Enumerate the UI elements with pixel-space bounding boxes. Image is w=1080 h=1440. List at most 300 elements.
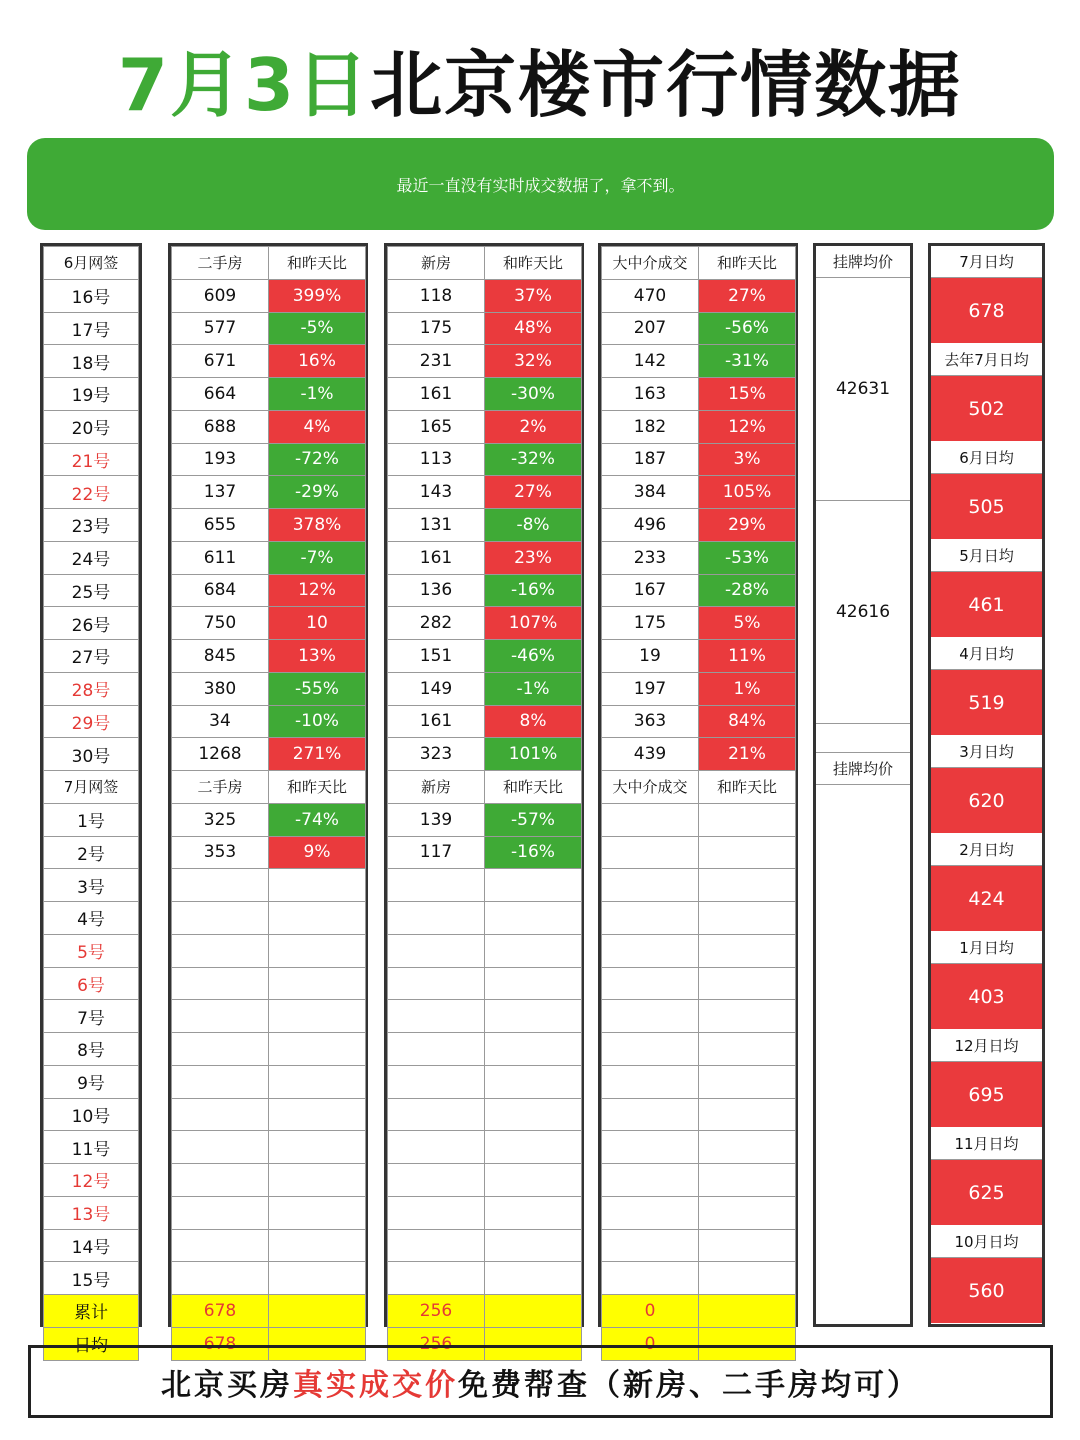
change-cell: -16% <box>485 836 582 869</box>
monthly-value: 620 <box>931 768 1042 834</box>
change-cell: 107% <box>485 607 582 640</box>
date-row <box>44 1196 139 1229</box>
date-cell: 23号 <box>44 509 139 542</box>
compare-header: 和昨天比 <box>699 771 796 804</box>
change-cell: 15% <box>699 378 796 411</box>
monthly-value: 424 <box>931 866 1042 932</box>
page-title <box>0 40 1080 130</box>
table-row <box>388 607 582 640</box>
value-cell: 323 <box>388 738 485 771</box>
empty-cell <box>485 1164 582 1197</box>
table-row <box>602 574 796 607</box>
summary-empty <box>485 1295 582 1328</box>
column-header: 二手房 <box>172 771 269 804</box>
date-row <box>44 803 139 836</box>
second-hand-panel <box>168 243 368 1354</box>
table-row <box>388 836 582 869</box>
summary-row <box>172 1295 366 1328</box>
empty-cell <box>388 1131 485 1164</box>
date-row <box>44 279 139 312</box>
empty-cell <box>172 1164 269 1197</box>
empty-cell <box>699 1065 796 1098</box>
monthly-label: 7月日均 <box>931 246 1042 278</box>
empty-cell <box>699 1033 796 1066</box>
table-row <box>172 1033 366 1066</box>
value-cell: 151 <box>388 640 485 673</box>
empty-cell <box>172 1065 269 1098</box>
monthly-label: 11月日均 <box>931 1128 1042 1160</box>
new-house-table <box>387 246 582 1361</box>
change-cell: 10 <box>269 607 366 640</box>
date-row <box>44 443 139 476</box>
value-cell: 139 <box>388 803 485 836</box>
empty-cell <box>485 902 582 935</box>
empty-cell <box>172 1000 269 1033</box>
header-row <box>172 247 366 280</box>
date-row <box>44 607 139 640</box>
change-cell: -56% <box>699 312 796 345</box>
empty-cell <box>388 1262 485 1295</box>
change-cell: 29% <box>699 509 796 542</box>
empty-cell <box>269 1229 366 1262</box>
change-cell: 2% <box>485 410 582 443</box>
date-cell: 3号 <box>44 869 139 902</box>
empty-cell <box>388 1098 485 1131</box>
change-cell: 8% <box>485 705 582 738</box>
value-cell: 282 <box>388 607 485 640</box>
change-cell: 23% <box>485 541 582 574</box>
table-row <box>602 803 796 836</box>
value-cell: 325 <box>172 803 269 836</box>
value-cell: 143 <box>388 476 485 509</box>
empty-cell <box>602 1033 699 1066</box>
table-row <box>602 541 796 574</box>
value-cell: 142 <box>602 345 699 378</box>
empty-cell <box>172 1196 269 1229</box>
table-row <box>602 1164 796 1197</box>
table-row <box>172 836 366 869</box>
value-cell: 137 <box>172 476 269 509</box>
date-cell: 2号 <box>44 836 139 869</box>
table-row <box>388 672 582 705</box>
empty-cell <box>388 967 485 1000</box>
date-row <box>44 771 139 804</box>
value-cell: 175 <box>388 312 485 345</box>
empty-cell <box>602 967 699 1000</box>
date-cell: 12号 <box>44 1164 139 1197</box>
second-hand-table <box>171 246 366 1361</box>
value-cell: 131 <box>388 509 485 542</box>
empty-cell <box>485 1065 582 1098</box>
change-cell: -46% <box>485 640 582 673</box>
change-cell: 1% <box>699 672 796 705</box>
table-row <box>172 1065 366 1098</box>
monthly-value: 461 <box>931 572 1042 638</box>
date-cell: 25号 <box>44 574 139 607</box>
date-cell: 6号 <box>44 967 139 1000</box>
table-row <box>602 640 796 673</box>
empty-cell <box>172 967 269 1000</box>
table-row <box>172 541 366 574</box>
table-row <box>602 934 796 967</box>
value-cell: 611 <box>172 541 269 574</box>
table-row <box>172 902 366 935</box>
value-cell: 165 <box>388 410 485 443</box>
table-row <box>388 1229 582 1262</box>
empty-cell <box>269 1131 366 1164</box>
date-cell: 17号 <box>44 312 139 345</box>
footer-highlight: 真实成交价 <box>293 1367 458 1403</box>
monthly-label: 4月日均 <box>931 638 1042 670</box>
date-cell: 14号 <box>44 1229 139 1262</box>
change-cell: -10% <box>269 705 366 738</box>
date-cell: 30号 <box>44 738 139 771</box>
empty-cell <box>485 1000 582 1033</box>
empty-cell <box>485 1229 582 1262</box>
empty-cell <box>269 1164 366 1197</box>
empty-cell <box>699 836 796 869</box>
table-row <box>602 705 796 738</box>
date-row <box>44 378 139 411</box>
table-row <box>388 312 582 345</box>
table-row <box>388 738 582 771</box>
column-header: 大中介成交 <box>602 771 699 804</box>
monthly-value: 678 <box>931 278 1042 344</box>
value-cell: 149 <box>388 672 485 705</box>
empty-cell <box>699 1262 796 1295</box>
value-cell: 187 <box>602 443 699 476</box>
empty-cell <box>602 902 699 935</box>
table-row <box>172 1131 366 1164</box>
table-row <box>172 509 366 542</box>
date-cell: 24号 <box>44 541 139 574</box>
listing-header: 挂牌均价 <box>816 246 910 278</box>
date-cell: 28号 <box>44 672 139 705</box>
empty-cell <box>388 934 485 967</box>
listing-header-2: 挂牌均价 <box>816 753 910 785</box>
compare-header: 和昨天比 <box>269 247 366 280</box>
change-cell: 27% <box>485 476 582 509</box>
empty-cell <box>388 902 485 935</box>
date-row <box>44 672 139 705</box>
title-main: 北京楼市行情数据 <box>370 43 963 127</box>
date-row <box>44 1000 139 1033</box>
notice-text: 最近一直没有实时成交数据了，拿不到。 <box>396 175 685 195</box>
table-row <box>602 1196 796 1229</box>
change-cell: -8% <box>485 509 582 542</box>
value-cell: 113 <box>388 443 485 476</box>
notice-banner <box>27 138 1054 230</box>
table-row <box>172 1000 366 1033</box>
empty-cell <box>269 1033 366 1066</box>
monthly-label: 6月日均 <box>931 442 1042 474</box>
date-row <box>44 541 139 574</box>
date-header-july: 7月网签 <box>44 771 139 804</box>
empty-cell <box>602 803 699 836</box>
value-cell: 233 <box>602 541 699 574</box>
compare-header: 和昨天比 <box>699 247 796 280</box>
summary-empty <box>269 1295 366 1328</box>
empty-cell <box>388 1065 485 1098</box>
table-row <box>388 1033 582 1066</box>
date-row <box>44 1065 139 1098</box>
date-row <box>44 476 139 509</box>
table-row <box>172 1164 366 1197</box>
change-cell: -31% <box>699 345 796 378</box>
change-cell: -53% <box>699 541 796 574</box>
date-row <box>44 902 139 935</box>
summary-row <box>388 1295 582 1328</box>
table-row <box>388 1098 582 1131</box>
value-cell: 655 <box>172 509 269 542</box>
date-row <box>44 836 139 869</box>
change-cell: 27% <box>699 279 796 312</box>
table-row <box>602 1098 796 1131</box>
change-cell: 12% <box>269 574 366 607</box>
table-row <box>602 672 796 705</box>
date-row <box>44 869 139 902</box>
table-row <box>388 1000 582 1033</box>
date-cell: 29号 <box>44 705 139 738</box>
compare-header: 和昨天比 <box>485 247 582 280</box>
change-cell: -5% <box>269 312 366 345</box>
change-cell: -30% <box>485 378 582 411</box>
empty-cell <box>269 1196 366 1229</box>
monthly-label: 去年7月日均 <box>931 344 1042 376</box>
date-row <box>44 705 139 738</box>
table-row <box>602 836 796 869</box>
empty-cell <box>602 1131 699 1164</box>
value-cell: 1268 <box>172 738 269 771</box>
table-row <box>172 672 366 705</box>
change-cell: -7% <box>269 541 366 574</box>
table-row <box>388 476 582 509</box>
table-row <box>172 1196 366 1229</box>
change-cell: 21% <box>699 738 796 771</box>
empty-cell <box>602 869 699 902</box>
value-cell: 664 <box>172 378 269 411</box>
monthly-value: 502 <box>931 376 1042 442</box>
empty-cell <box>485 869 582 902</box>
table-row <box>388 279 582 312</box>
date-row <box>44 934 139 967</box>
table-row <box>602 345 796 378</box>
date-cell: 1号 <box>44 803 139 836</box>
empty-cell <box>699 902 796 935</box>
table-row <box>602 1229 796 1262</box>
empty-cell <box>699 1000 796 1033</box>
table-row <box>602 869 796 902</box>
table-row <box>172 803 366 836</box>
date-row <box>44 312 139 345</box>
date-cell: 11号 <box>44 1131 139 1164</box>
table-row <box>172 410 366 443</box>
date-cell: 15号 <box>44 1262 139 1295</box>
empty-cell <box>388 869 485 902</box>
monthly-value: 625 <box>931 1160 1042 1226</box>
date-cell: 20号 <box>44 410 139 443</box>
table-row <box>172 705 366 738</box>
empty-cell <box>172 902 269 935</box>
average-value: 678 <box>172 1327 269 1360</box>
change-cell: -74% <box>269 803 366 836</box>
table-row <box>388 345 582 378</box>
monthly-label: 10月日均 <box>931 1226 1042 1258</box>
date-cell: 4号 <box>44 902 139 935</box>
empty-cell <box>172 1033 269 1066</box>
column-header: 新房 <box>388 771 485 804</box>
empty-cell <box>485 1196 582 1229</box>
table-row <box>388 902 582 935</box>
table-row <box>172 934 366 967</box>
average-label: 日均 <box>44 1327 139 1360</box>
change-cell: -16% <box>485 574 582 607</box>
date-row <box>44 1033 139 1066</box>
date-cell: 16号 <box>44 279 139 312</box>
empty-cell <box>269 1262 366 1295</box>
change-cell: 5% <box>699 607 796 640</box>
date-row <box>44 247 139 280</box>
header-row <box>388 247 582 280</box>
average-value: 256 <box>388 1327 485 1360</box>
value-cell: 496 <box>602 509 699 542</box>
table-row <box>602 1262 796 1295</box>
empty-cell <box>269 1065 366 1098</box>
compare-header: 和昨天比 <box>269 771 366 804</box>
empty-cell <box>388 1033 485 1066</box>
monthly-label: 2月日均 <box>931 834 1042 866</box>
agency-table <box>601 246 796 1361</box>
value-cell: 577 <box>172 312 269 345</box>
table-row <box>602 312 796 345</box>
new-house-panel <box>384 243 584 1354</box>
date-cell: 21号 <box>44 443 139 476</box>
value-cell: 161 <box>388 705 485 738</box>
footer-text-1: 北京买房 <box>161 1367 293 1403</box>
total-value: 0 <box>602 1295 699 1328</box>
table-row <box>388 705 582 738</box>
empty-cell <box>172 1131 269 1164</box>
date-row <box>44 1295 139 1328</box>
footer-text-2: 免费帮查（新房、二手房均可） <box>458 1367 920 1403</box>
value-cell: 193 <box>172 443 269 476</box>
column-header: 二手房 <box>172 247 269 280</box>
table-row <box>388 967 582 1000</box>
compare-header: 和昨天比 <box>485 771 582 804</box>
value-cell: 167 <box>602 574 699 607</box>
date-header-june: 6月网签 <box>44 247 139 280</box>
date-cell: 7号 <box>44 1000 139 1033</box>
listing-price-panel <box>813 243 913 1327</box>
title-date: 7月3日 <box>117 43 371 127</box>
date-cell: 8号 <box>44 1033 139 1066</box>
value-cell: 175 <box>602 607 699 640</box>
monthly-label: 3月日均 <box>931 736 1042 768</box>
table-row <box>388 541 582 574</box>
empty-cell <box>602 1164 699 1197</box>
table-row <box>388 803 582 836</box>
empty-cell <box>699 1131 796 1164</box>
empty-cell <box>699 934 796 967</box>
value-cell: 470 <box>602 279 699 312</box>
value-cell: 19 <box>602 640 699 673</box>
table-row <box>172 443 366 476</box>
date-cell: 9号 <box>44 1065 139 1098</box>
empty-cell <box>172 1262 269 1295</box>
empty-cell <box>602 1098 699 1131</box>
column-header: 大中介成交 <box>602 247 699 280</box>
header-row <box>602 247 796 280</box>
table-row <box>602 1000 796 1033</box>
empty-cell <box>172 934 269 967</box>
table-row <box>602 476 796 509</box>
value-cell: 750 <box>172 607 269 640</box>
value-cell: 384 <box>602 476 699 509</box>
empty-cell <box>699 1164 796 1197</box>
date-row <box>44 1262 139 1295</box>
date-cell: 26号 <box>44 607 139 640</box>
table-row <box>602 902 796 935</box>
value-cell: 845 <box>172 640 269 673</box>
value-cell: 353 <box>172 836 269 869</box>
table-row <box>172 1229 366 1262</box>
empty-cell <box>485 1033 582 1066</box>
table-row <box>388 574 582 607</box>
change-cell: 399% <box>269 279 366 312</box>
table-row <box>602 509 796 542</box>
change-cell: -1% <box>269 378 366 411</box>
empty-cell <box>699 869 796 902</box>
monthly-label: 1月日均 <box>931 932 1042 964</box>
value-cell: 182 <box>602 410 699 443</box>
empty-cell <box>485 967 582 1000</box>
change-cell: 378% <box>269 509 366 542</box>
table-row <box>602 1033 796 1066</box>
value-cell: 688 <box>172 410 269 443</box>
value-cell: 163 <box>602 378 699 411</box>
table-row <box>172 869 366 902</box>
table-row <box>602 967 796 1000</box>
change-cell: 4% <box>269 410 366 443</box>
empty-cell <box>699 803 796 836</box>
monthly-label: 5月日均 <box>931 540 1042 572</box>
table-row <box>172 345 366 378</box>
listing-value-2: 42616 <box>816 501 910 724</box>
change-cell: 48% <box>485 312 582 345</box>
change-cell: 13% <box>269 640 366 673</box>
table-row <box>602 279 796 312</box>
date-cell: 5号 <box>44 934 139 967</box>
date-cell: 27号 <box>44 640 139 673</box>
date-row <box>44 967 139 1000</box>
change-cell: 101% <box>485 738 582 771</box>
table-row <box>388 640 582 673</box>
empty-cell <box>388 1000 485 1033</box>
date-row <box>44 509 139 542</box>
date-panel <box>40 243 142 1357</box>
agency-panel <box>598 243 798 1354</box>
table-row <box>172 574 366 607</box>
total-value: 678 <box>172 1295 269 1328</box>
change-cell: 105% <box>699 476 796 509</box>
empty-cell <box>602 934 699 967</box>
table-row <box>172 967 366 1000</box>
change-cell: 3% <box>699 443 796 476</box>
change-cell: 9% <box>269 836 366 869</box>
empty-cell <box>269 1098 366 1131</box>
change-cell: -57% <box>485 803 582 836</box>
monthly-average-panel <box>928 243 1045 1327</box>
